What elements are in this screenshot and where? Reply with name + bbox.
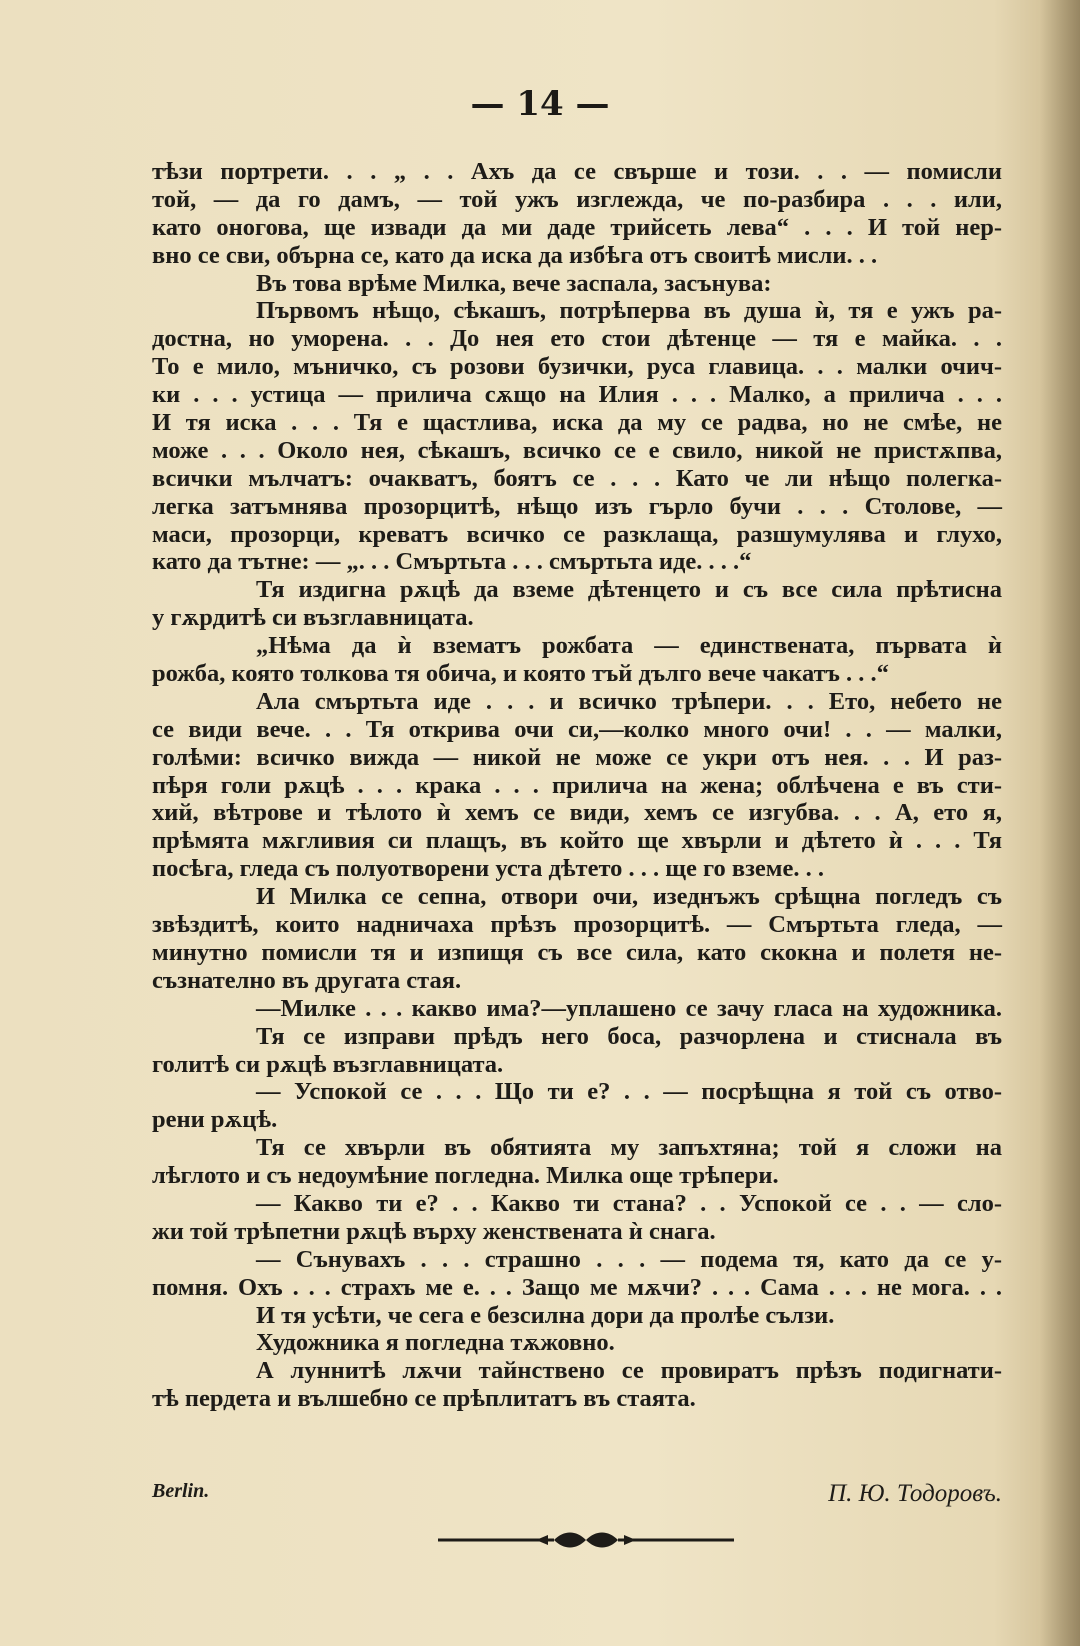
text-line: всички мълчатъ: очакватъ, боятъ се . . . Като че ли нѣщо полегка-: [152, 464, 1002, 492]
text-line: Тя издигна рѫцѣ да вземе дѣтенцето и съ все сила прѣтисна: [256, 576, 1002, 604]
text-line: легка затъмнява прозорцитѣ, нѣщо изъ гърло бучи . . . Столове, —: [152, 492, 1002, 520]
text-line: пѣря голи рѫцѣ . . . крака . . . прилича на жена; облѣчена е въ сти-: [152, 771, 1002, 799]
text-line: може . . . Около нея, сѣкашъ, всичко се е свило, никой не пристѫпва,: [152, 436, 1002, 464]
text-line: рожба, която толкова тя обича, и която тъй дълго вече чакатъ . . .“: [152, 660, 889, 688]
text-line: „Нѣма да ѝ взематъ рожбата — единствената, първата ѝ: [256, 632, 1002, 660]
text-line: И тя усѣти, че сега е безсилна дори да пролѣе сълзи.: [256, 1301, 835, 1329]
text-line: като да тътне: — „. . . Смъртьта . . . смъртьта иде. . . .“: [152, 548, 752, 576]
text-line: съзнателно въ другата стая.: [152, 966, 462, 994]
text-line: То е мило, мъничко, съ розови бузички, руса главица. . . малки очич-: [152, 353, 1002, 381]
text-line: Тя се изправи прѣдъ него боса, разчорлена и стиснала въ: [256, 1022, 1002, 1050]
text-line: тѣзи портрети. . . „ . . Ахъ да се свърше и този. . . — помисли: [152, 158, 1002, 185]
text-line: Първомъ нѣщо, сѣкашъ, потрѣперва въ душа ѝ, тя е ужъ ра-: [256, 297, 1002, 325]
text-line: — Сънувахъ . . . страшно . . . — подема тя, като да се у-: [256, 1245, 1002, 1273]
text-line: лѣглото и съ недоумѣние погледна. Милка още трѣпери.: [152, 1162, 779, 1190]
text-line: се види вече. . . Тя открива очи си,—колко много очи! . . — малки,: [152, 715, 1002, 743]
text-line: —Милке . . . какво има?—уплашено се зачу гласа на художника.: [256, 994, 1002, 1022]
page-spine-shadow: [1040, 0, 1080, 1646]
text-line: Художника я погледна тѫжовно.: [256, 1329, 615, 1357]
ornament-divider: [436, 1526, 736, 1554]
text-line: минутно помисли тя и изпищя съ все сила, като скокна и полетя не-: [152, 938, 1002, 966]
text-line: рени рѫцѣ.: [152, 1106, 278, 1134]
text-line: маси, прозорци, креватъ всичко се разклаща, разшумулява и глухо,: [152, 520, 1002, 548]
text-line: Тя се хвърли въ обятията му запъхтяна; той я сложи на: [256, 1134, 1002, 1162]
text-line: като оногова, ще извади да ми даде трийсеть лева“ . . . И той нер-: [152, 213, 1002, 241]
text-line: посѣга, гледа съ полуотворени уста дѣтето . . . ще го вземе. . .: [152, 855, 824, 883]
text-line: звѣздитѣ, които надничаха прѣзъ прозорцитѣ. — Смъртьта гледа, —: [152, 911, 1002, 939]
text-line: — Успокой се . . . Що ти е? . . — посрѣщна я той съ отво-: [256, 1078, 1002, 1106]
text-line: той, — да го дамъ, — той ужъ изглежда, че по-разбира . . . или,: [152, 185, 1002, 213]
text-line: голитѣ си рѫцѣ възглавницата.: [152, 1050, 504, 1078]
text-line: И Милка се сепна, отвори очи, изеднъжъ срѣщна погледъ съ: [256, 883, 1002, 911]
text-line: А луннитѣ лѫчи тайнствено се провиратъ прѣзъ подигнати-: [256, 1357, 1002, 1385]
text-line: у гѫрдитѣ си възглавницата.: [152, 604, 474, 632]
text-line: достна, но уморена. . . До нея ето стои дѣтенце — тя е майка. . .: [152, 325, 1002, 353]
text-line: — Какво ти е? . . Какво ти стана? . . Успокой се . . — сло-: [256, 1189, 1002, 1217]
text-line: Ала смъртьта иде . . . и всичко трѣпери. . . Ето, небето не: [256, 687, 1002, 715]
text-line: тѣ пердета и вълшебно се прѣплитатъ въ стаята.: [152, 1385, 696, 1413]
text-line: хий, вѣтрове и тѣлото ѝ хемъ се види, хемъ се изгубва. . . А, ето я,: [152, 799, 1002, 827]
signature-place: Berlin.: [152, 1480, 210, 1502]
text-line: жи той трѣпетни рѫцѣ върху женствената ѝ снага.: [152, 1217, 716, 1245]
text-line: помня. Охъ . . . страхъ ме е. . . Защо ме мѫчи? . . . Сама . . . не мога. . .: [152, 1273, 1002, 1301]
body-text: [152, 158, 1002, 1413]
page-number: — 14 —: [470, 84, 610, 124]
text-line: И тя иска . . . Тя е щастлива, иска да му се радва, но не смѣе, не: [152, 409, 1002, 437]
signature-author: П. Ю. Тодоровъ.: [828, 1480, 1002, 1507]
text-line: голѣми: всичко вижда — никой не може се укри отъ нея. . . И раз-: [152, 743, 1002, 771]
text-line: прѣмята мѫгливия си плащъ, въ който ще хвърли и дѣтето ѝ . . . Тя: [152, 827, 1002, 855]
text-line: Въ това врѣме Милка, вече заспала, засънува:: [256, 269, 772, 297]
text-line: вно се сви, обърна се, като да иска да избѣга отъ своитѣ мисли. . .: [152, 241, 878, 269]
text-line: ки . . . устица — прилича сѫщо на Илия . . . Малко, а прилича . . .: [152, 381, 1002, 409]
